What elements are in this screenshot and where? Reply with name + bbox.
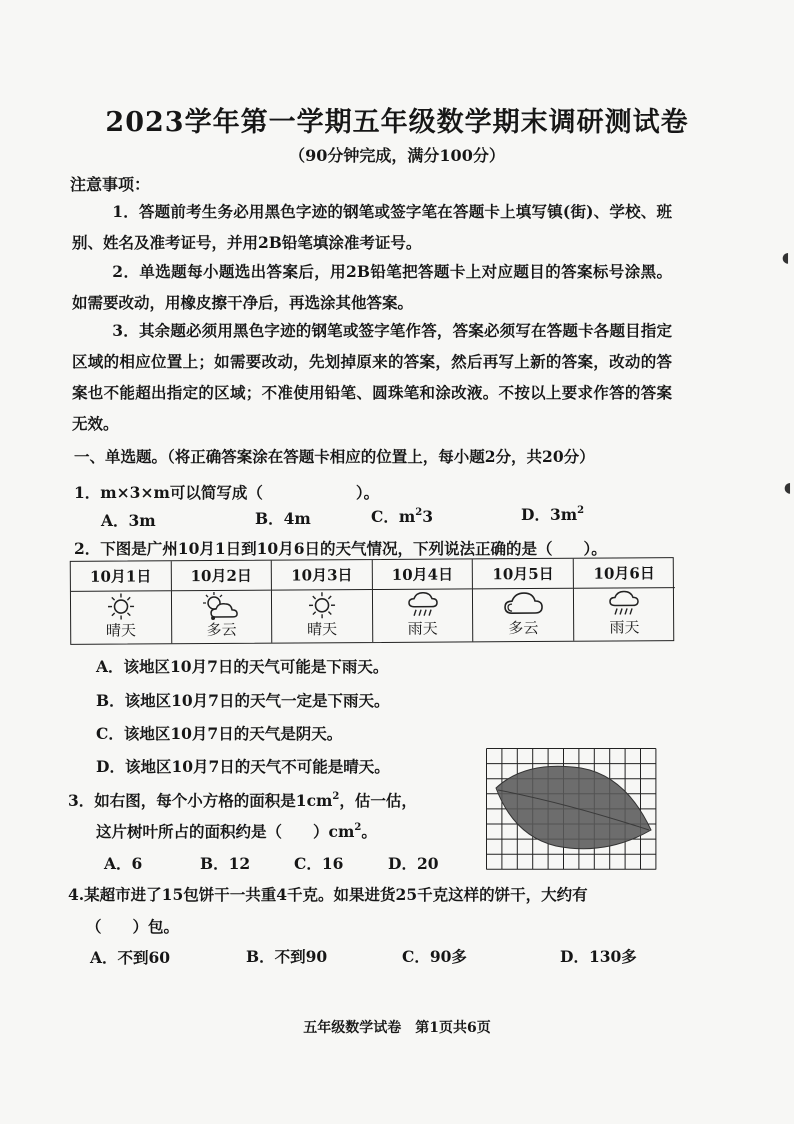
q1-option-c: C．$m^23$ (371, 507, 434, 526)
q2-option-a: A．该地区10月7日的天气可能是下雨天。 (96, 657, 389, 676)
weather-day-3 (272, 560, 373, 643)
weather-label: 多云 (508, 618, 539, 638)
q3-option-c: C．16 (294, 854, 344, 873)
q3-option-d: D．20 (388, 854, 439, 873)
weather-day-4 (373, 559, 474, 642)
weather-date: 10月4日 (373, 559, 473, 590)
q3-line-2: 这片树叶所占的面积约是（ ）$cm^2$。 (96, 822, 377, 841)
weather-date: 10月2日 (171, 561, 271, 592)
q1-option-d: D．$3m^2$ (521, 505, 585, 524)
leaf-on-grid-icon (486, 748, 662, 874)
notice-item-1: 1．答题前考生务必用黑色字迹的钢笔或签字笔在答题卡上填写镇(街)、学校、班别、姓名及准考证号，并用2B铅笔填涂准考证号。 (72, 202, 672, 252)
weather-label: 雨天 (609, 618, 640, 637)
edge-mark: ◖ (782, 250, 790, 266)
q2-option-b: B．该地区10月7日的天气一定是下雨天。 (96, 691, 390, 710)
q1-stem: 1．m×3×m可以简写成（ ）。 (74, 483, 380, 502)
weather-date: 10月1日 (71, 561, 171, 592)
q2-stem: 2．下图是广州10月1日到10月6日的天气情况，下列说法正确的是（ ）。 (74, 539, 607, 558)
q1-option-a: A．3m (101, 511, 156, 530)
sun-icon (71, 591, 171, 622)
weather-table (70, 557, 675, 645)
page-subtitle: （90分钟完成，满分100分） (289, 146, 505, 165)
weather-day-6 (574, 558, 675, 641)
partly-cloudy-icon (172, 591, 272, 622)
notice-heading: 注意事项： (70, 175, 151, 194)
weather-day-1 (71, 561, 172, 644)
weather-date: 10月5日 (473, 559, 573, 590)
cloud-icon (473, 589, 573, 620)
sun-icon (272, 590, 372, 621)
q3-option-b: B．12 (200, 854, 251, 873)
q2-option-c: C．该地区10月7日的天气是阴天。 (96, 724, 343, 743)
q4-option-b: B．不到90 (246, 947, 328, 966)
weather-label: 晴天 (105, 621, 137, 640)
q3-line-1: 3．如右图，每个小方格的面积是$1cm^2$，估一估， (68, 791, 417, 810)
section1-heading: 一、单选题。（将正确答案涂在答题卡相应的位置上，每小题2分，共20分） (74, 447, 595, 466)
q4-option-c: C．90多 (402, 947, 467, 966)
page-title: 2023学年第一学期五年级数学期末调研测试卷 (105, 107, 689, 138)
edge-mark: ◖ (784, 480, 792, 496)
notice-item-3: 3．其余题必须用黑色字迹的钢笔或签字笔作答，答案必须写在答题卡各题目指定区域的相应位置上；如需要改动，先划掉原来的答案，然后再写上新的答案，改动的答案也不能超出指定的区域；不准使用铅笔、圆珠笔和涂改液。不按以上要求作答的答案无效。 (72, 321, 672, 433)
weather-label: 雨天 (407, 619, 438, 638)
q4-option-d: D．130多 (560, 947, 637, 966)
weather-day-2 (171, 561, 272, 644)
q1-option-b: B．4m (255, 509, 311, 528)
weather-date: 10月6日 (574, 558, 675, 589)
rain-icon (574, 588, 675, 619)
weather-date: 10月3日 (272, 560, 372, 591)
page-footer: 五年级数学试卷 第1页共6页 (303, 1020, 491, 1036)
notice-item-2: 2．单选题每小题选出答案后，用2B铅笔把答题卡上对应题目的答案标号涂黑。如需要改动，用橡皮擦干净后，再选涂其他答案。 (72, 262, 672, 312)
rain-icon (373, 589, 473, 620)
weather-label: 晴天 (307, 620, 338, 639)
q4-line-1: 4.某超市进了15包饼干一共重4千克。如果进货25千克这样的饼干，大约有 (68, 885, 588, 904)
q3-option-a: A．6 (104, 854, 143, 873)
q4-line-2: （ ）包。 (86, 917, 180, 936)
q2-option-d: D．该地区10月7日的天气不可能是晴天。 (96, 757, 390, 776)
weather-label: 多云 (206, 620, 237, 640)
weather-day-5 (473, 559, 574, 642)
q4-option-a: A．不到60 (90, 948, 171, 967)
